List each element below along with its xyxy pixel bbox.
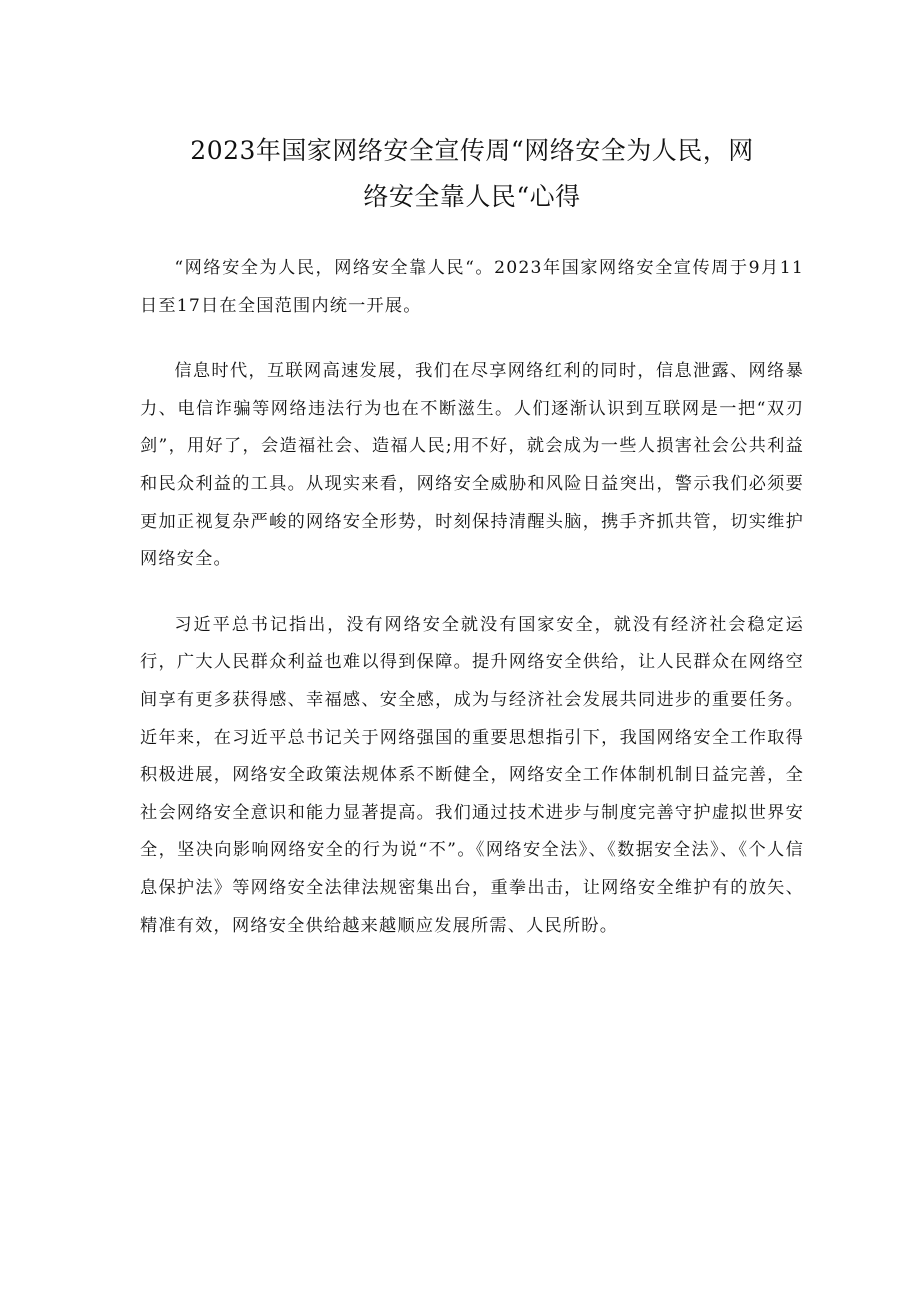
paragraph-3: 习近平总书记指出，没有网络安全就没有国家安全，就没有经济社会稳定运行，广大人民群众利益也难以得到保障。提升网络安全供给，让人民群众在网络空间享有更多获得感、幸福感、安全感，成为与经济社会发展共同进步的重要任务。近年来，在习近平总书记关于网络强国的重要思想指引下，我国网络安全工作取得积极进展，网络安全政策法规体系不断健全，网络安全工作体制机制日益完善，全社会网络安全意识和能力显著提高。我们通过技术进步与制度完善守护虚拟世界安全，坚决向影响网络安全的行为说“不”。《网络安全法》、《数据安全法》、《个人信息保护法》等网络安全法律法规密集出台，重拳出击，让网络安全维护有的放矢、精准有效，网络安全供给越来越顺应发展所需、人民所盼。	[140, 614, 804, 936]
paragraph-1: “网络安全为人民，网络安全靠人民“。2023年国家网络安全宣传周于9月11日至17日在全国范围内统一开展。	[140, 258, 804, 316]
title-line-2: 络安全靠人民“心得	[363, 182, 581, 211]
document-body	[140, 250, 804, 945]
paragraph-2: 信息时代，互联网高速发展，我们在尽享网络红利的同时，信息泄露、网络暴力、电信诈骗等网络违法行为也在不断滋生。人们逐渐认识到互联网是一把“双刃剑”，用好了，会造福社会、造福人民;用不好，就会成为一些人损害社会公共利益和民众利益的工具。从现实来看，网络安全威胁和风险日益突出，警示我们必须要更加正视复杂严峻的网络安全形势，时刻保持清醒头脑，携手齐抓共管，切实维护网络安全。	[140, 361, 804, 570]
document-title	[140, 128, 804, 220]
title-line-1: 2023年国家网络安全宣传周“网络安全为人民，网	[190, 136, 754, 165]
